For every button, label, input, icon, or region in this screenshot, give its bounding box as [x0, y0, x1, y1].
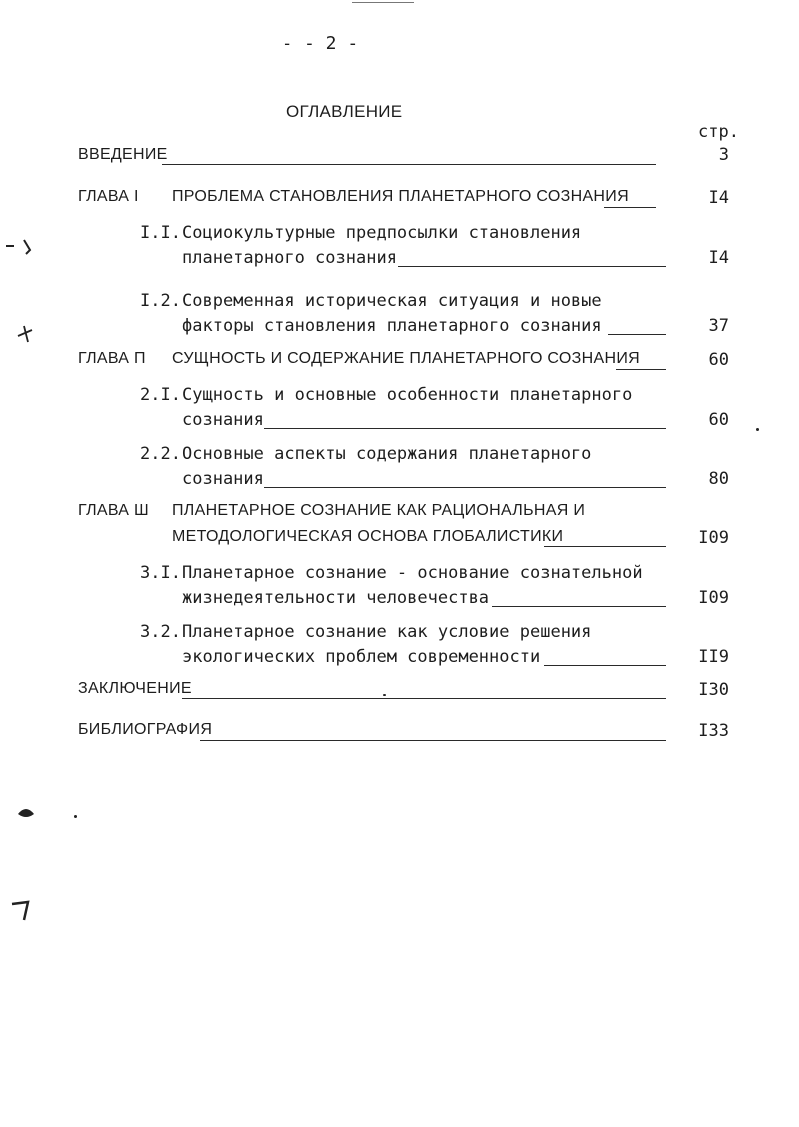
toc-entry-page: 3: [718, 145, 729, 165]
top-edge-rule: [352, 2, 414, 3]
leader-line: [264, 487, 666, 488]
leader-line: [544, 665, 666, 666]
toc-entry-title: Планетарное сознание - основание сознательной: [182, 563, 643, 583]
toc-entry-title-cont: МЕТОДОЛОГИЧЕСКАЯ ОСНОВА ГЛОБАЛИСТИКИ: [172, 528, 564, 545]
leader-line: [182, 698, 666, 699]
toc-entry-page: I4: [708, 188, 729, 208]
scan-dot: [383, 694, 386, 696]
toc-entry-page: I30: [698, 680, 729, 700]
leader-line: [616, 369, 666, 370]
toc-entry-title: Сущность и основные особенности планетарного: [182, 385, 633, 405]
toc-section-number: 2.2.: [140, 444, 181, 464]
toc-title: ОГЛАВЛЕНИЕ: [286, 102, 403, 121]
leader-line: [162, 164, 656, 165]
leader-line: [544, 546, 666, 547]
toc-entry-page: I09: [698, 588, 729, 608]
toc-entry-title: ВВЕДЕНИЕ: [78, 146, 168, 163]
toc-entry-title: Планетарное сознание как условие решения: [182, 622, 592, 642]
toc-entry-title-cont: планетарного сознания: [182, 248, 397, 268]
toc-chapter-number: ГЛАВА П: [78, 350, 146, 367]
toc-section-number: I.I.: [140, 223, 181, 243]
toc-entry-title: Социокультурные предпосылки становления: [182, 223, 582, 243]
toc-entry-title: СУЩНОСТЬ И СОДЕРЖАНИЕ ПЛАНЕТАРНОГО СОЗНАНИЯ: [172, 350, 640, 367]
toc-entry-title-cont: жизнедеятельности человечества: [182, 588, 490, 608]
leader-line: [604, 207, 656, 208]
toc-entry-page: I09: [698, 528, 729, 548]
page-number-dash: -: [282, 34, 293, 54]
leader-line: [492, 606, 666, 607]
toc-entry-title-cont: сознания: [182, 410, 264, 430]
toc-entry-page: 80: [708, 469, 729, 489]
toc-entry-page: I33: [698, 721, 729, 741]
toc-entry-page: 60: [708, 410, 729, 430]
toc-entry-title: ЗАКЛЮЧЕНИЕ: [78, 680, 192, 697]
leader-line: [264, 428, 666, 429]
margin-scan-marks: [0, 230, 50, 930]
toc-section-number: I.2.: [140, 291, 181, 311]
toc-entry-title-cont: факторы становления планетарного сознания: [182, 316, 602, 336]
toc-entry-title-cont: сознания: [182, 469, 264, 489]
toc-entry-page: 37: [708, 316, 729, 336]
toc-entry-title: Основные аспекты содержания планетарного: [182, 444, 592, 464]
toc-entry-title: Современная историческая ситуация и новые: [182, 291, 602, 311]
toc-entry-title-cont: экологических проблем современности: [182, 647, 541, 667]
toc-section-number: 3.I.: [140, 563, 181, 583]
leader-line: [200, 740, 666, 741]
toc-entry-title: БИБЛИОГРАФИЯ: [78, 721, 213, 738]
toc-entry-page: 60: [708, 350, 729, 370]
toc-entry-page: I4: [708, 248, 729, 268]
page-number: - 2 -: [304, 33, 359, 54]
toc-section-number: 3.2.: [140, 622, 181, 642]
page-column-header: стр.: [698, 122, 739, 142]
toc-entry-title: ПЛАНЕТАРНОЕ СОЗНАНИЕ КАК РАЦИОНАЛЬНАЯ И: [172, 502, 586, 519]
scan-dot: [756, 428, 759, 431]
toc-chapter-number: ГЛАВА I: [78, 188, 139, 205]
toc-entry-page: II9: [698, 647, 729, 667]
leader-line: [398, 266, 666, 267]
leader-line: [608, 334, 666, 335]
toc-entry-title: ПРОБЛЕМА СТАНОВЛЕНИЯ ПЛАНЕТАРНОГО СОЗНАНИЯ: [172, 188, 629, 205]
toc-section-number: 2.I.: [140, 385, 181, 405]
scan-dot: [74, 815, 77, 818]
toc-chapter-number: ГЛАВА Ш: [78, 502, 149, 519]
